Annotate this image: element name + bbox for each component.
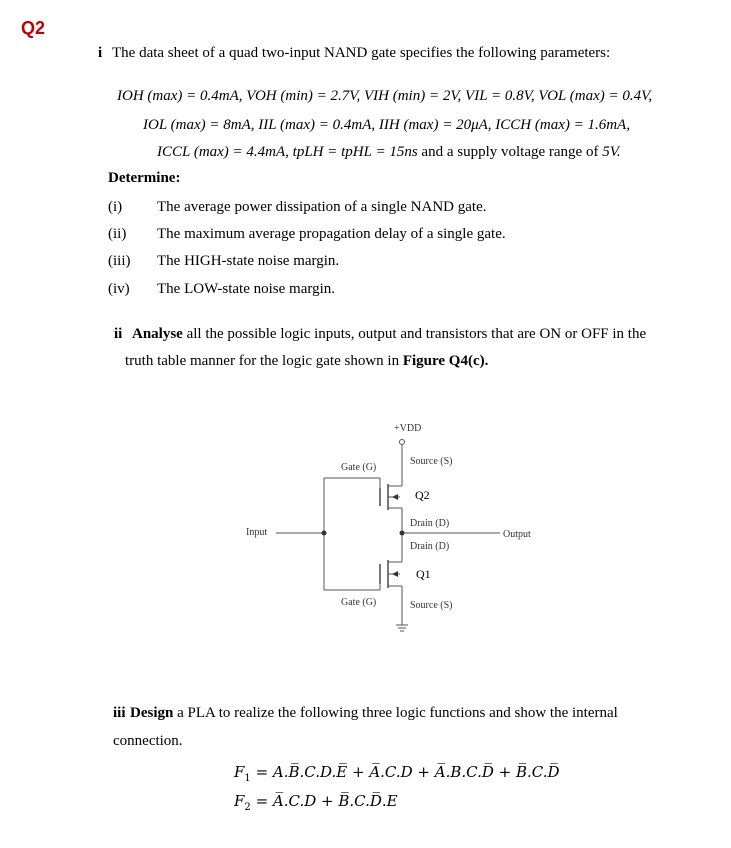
gate-bottom-label: Gate (G) <box>341 597 377 608</box>
param-line-3-math: ICCL (max) = 4.4mA, tpLH = tpHL = 15ns <box>157 144 418 160</box>
param-line-3-mid: and a supply voltage range of <box>417 144 603 160</box>
q1-arrow <box>392 571 398 577</box>
input-label: Input <box>246 527 268 538</box>
item-text: The average power dissipation of a single NAND gate. <box>157 199 487 215</box>
part-ii-line-1-rest: all the possible logic inputs, output and transistors that are ON or OFF in the <box>182 326 647 342</box>
figure-reference: Figure Q4(c). <box>402 353 489 369</box>
f1-subscript: 1 <box>244 773 251 784</box>
q1-label: Q1 <box>416 567 431 581</box>
input-junction <box>322 531 327 536</box>
f2-label: F <box>234 792 245 810</box>
item-num: (i) <box>108 199 123 215</box>
output-label: Output <box>503 529 531 540</box>
vdd-terminal <box>400 440 405 445</box>
drain-top-label: Drain (D) <box>410 518 450 529</box>
param-line-3-end: 5V. <box>602 144 621 160</box>
part-iii-line-2: connection. <box>113 733 183 749</box>
param-line-1: IOH (max) = 0.4mA, VOH (min) = 2.7V, VIH (min) = 2V, VIL = 0.8V, VOL (max) = 0.4V, <box>117 88 653 104</box>
part-iii-line-1 <box>130 705 618 722</box>
source-bottom-label: Source (S) <box>410 600 453 611</box>
item-num: (iv) <box>108 281 130 297</box>
q2-arrow <box>392 494 398 500</box>
item-text: The LOW-state noise margin. <box>157 281 336 297</box>
vdd-label: +VDD <box>394 423 422 434</box>
function-f1 <box>234 763 560 784</box>
q2-label: Q2 <box>415 488 430 502</box>
param-line-2: IOL (max) = 8mA, IIL (max) = 0.4mA, IIH (max) = 20μA, ICCH (max) = 1.6mA, <box>143 117 630 133</box>
determine-heading: Determine: <box>108 170 181 186</box>
question-heading: Q2 <box>21 18 46 38</box>
item-text: The maximum average propagation delay of a single gate. <box>157 226 506 242</box>
part-ii-bold-lead: Analyse <box>132 326 183 342</box>
f1-expression: = A.B̅.C.D.E̅ + A̅.C.D + A̅.B.C.D̅ + B̅.C.D̅ <box>255 763 560 781</box>
gate-top-label: Gate (G) <box>341 462 377 473</box>
item-num: (iii) <box>108 253 131 269</box>
part-iii-bold-lead: Design <box>130 705 174 721</box>
item-num: (ii) <box>108 226 127 242</box>
part-iii-marker: iii <box>113 705 126 721</box>
source-top-label: Source (S) <box>410 456 453 467</box>
item-text: The HIGH-state noise margin. <box>157 253 340 269</box>
f2-expression: = A̅.C.D + B̅.C.D̅.E <box>255 792 398 810</box>
f1-label: F <box>234 763 245 781</box>
part-iii-line-1-rest: a PLA to realize the following three logic functions and show the internal <box>173 705 618 721</box>
part-i-intro: The data sheet of a quad two-input NAND gate specifies the following parameters: <box>112 45 611 61</box>
output-junction <box>400 531 405 536</box>
f2-subscript: 2 <box>244 802 251 813</box>
part-i-marker: i <box>98 45 103 61</box>
part-ii-marker: ii <box>114 326 123 342</box>
part-ii-line-2-start: truth table manner for the logic gate shown in <box>125 353 403 369</box>
drain-bottom-label: Drain (D) <box>410 541 450 552</box>
function-f2 <box>234 792 398 813</box>
